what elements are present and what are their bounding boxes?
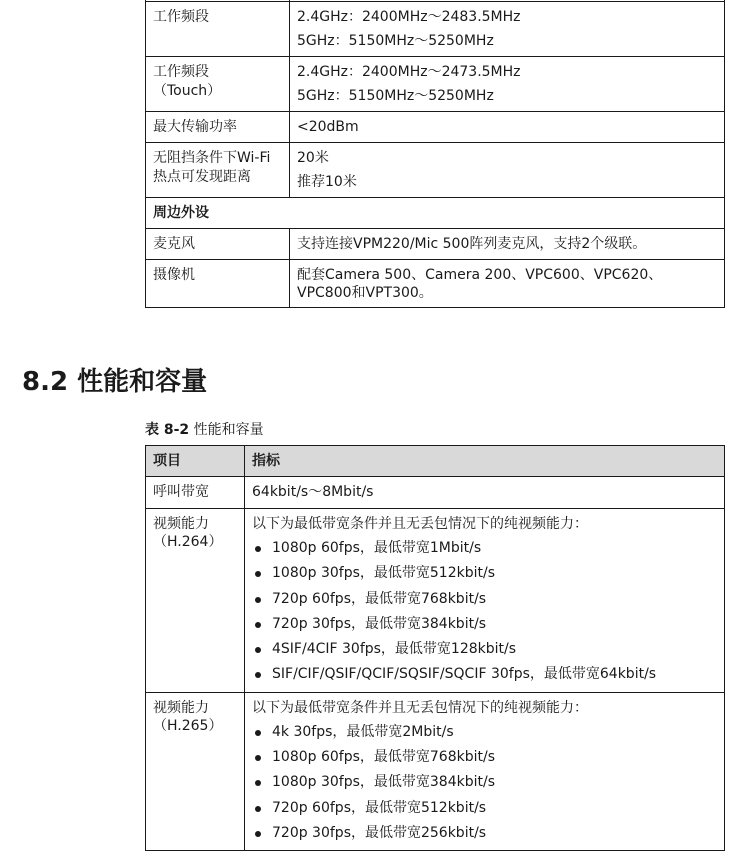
caption-title: 性能和容量: [193, 422, 264, 438]
table-row: [146, 2, 725, 57]
row-value: 64kbit/s～8Mbit/s: [245, 477, 725, 509]
table-row: [146, 143, 725, 198]
row-value: [245, 509, 725, 693]
spec-table-continued: [145, 0, 725, 308]
row-value: <20dBm: [290, 112, 725, 143]
row-label: 视频能力 （H.264）: [146, 509, 245, 693]
table-row: [146, 477, 725, 509]
list-item: 4SIF/4CIF 30fps，最低带宽128kbit/s: [252, 637, 717, 662]
performance-table: [145, 445, 725, 851]
row-value: 配套Camera 500、Camera 200、VPC600、VPC620、 VPC800和VPT300。: [290, 260, 725, 308]
row-label: 无阻挡条件下Wi-Fi 热点可发现距离: [146, 143, 290, 198]
row-label: 摄像机: [146, 260, 290, 308]
caption-number: 表 8-2: [145, 422, 190, 438]
list-item: 1080p 60fps，最低带宽768kbit/s: [252, 745, 717, 770]
list-item: 720p 30fps，最低带宽384kbit/s: [252, 612, 717, 637]
row-intro: 以下为最低带宽条件并且无丢包情况下的纯视频能力：: [252, 699, 588, 716]
row-value: 2.4GHz：2400MHz～2483.5MHz 5GHz：5150MHz～5250MHz: [290, 2, 725, 57]
list-item: SIF/CIF/QSIF/QCIF/SQSIF/SQCIF 30fps，最低带宽64kbit/s: [252, 662, 717, 687]
table-row: [146, 260, 725, 308]
row-intro: 以下为最低带宽条件并且无丢包情况下的纯视频能力：: [252, 516, 588, 532]
row-label: 视频能力 （H.265）: [146, 692, 245, 850]
bullet-list: [252, 720, 717, 846]
list-item: 1080p 60fps，最低带宽1Mbit/s: [252, 536, 717, 561]
section-label: 周边外设: [146, 198, 725, 229]
list-item: 720p 60fps，最低带宽512kbit/s: [252, 796, 717, 821]
row-value: 支持连接VPM220/Mic 500阵列麦克风，支持2个级联。: [290, 229, 725, 260]
table-row: [146, 57, 725, 112]
list-item: 1080p 30fps，最低带宽512kbit/s: [252, 561, 717, 586]
row-value: 2.4GHz：2400MHz～2473.5MHz 5GHz：5150MHz～5250MHz: [290, 57, 725, 112]
table-row: [146, 692, 725, 850]
list-item: 4k 30fps，最低带宽2Mbit/s: [252, 720, 717, 745]
row-label: 麦克风: [146, 229, 290, 260]
list-item: 1080p 30fps，最低带宽384kbit/s: [252, 770, 717, 795]
section-heading: 8.2 性能和容量: [22, 367, 208, 397]
list-item: 720p 30fps，最低带宽256kbit/s: [252, 821, 717, 846]
table-row: [146, 509, 725, 693]
column-header: 指标: [245, 446, 725, 477]
list-item: 720p 60fps，最低带宽768kbit/s: [252, 587, 717, 612]
row-label: 呼叫带宽: [146, 477, 245, 509]
table-row: [146, 229, 725, 260]
row-value: [245, 692, 725, 850]
row-label: 工作频段: [146, 2, 290, 57]
row-label: 最大传输功率: [146, 112, 290, 143]
header-row: [146, 446, 725, 477]
table-caption: [145, 420, 264, 440]
row-label: 工作频段 （Touch）: [146, 57, 290, 112]
column-header: 项目: [146, 446, 245, 477]
row-value: 20米 推荐10米: [290, 143, 725, 198]
section-row: [146, 198, 725, 229]
bullet-list: [252, 536, 717, 688]
table-row: [146, 112, 725, 143]
